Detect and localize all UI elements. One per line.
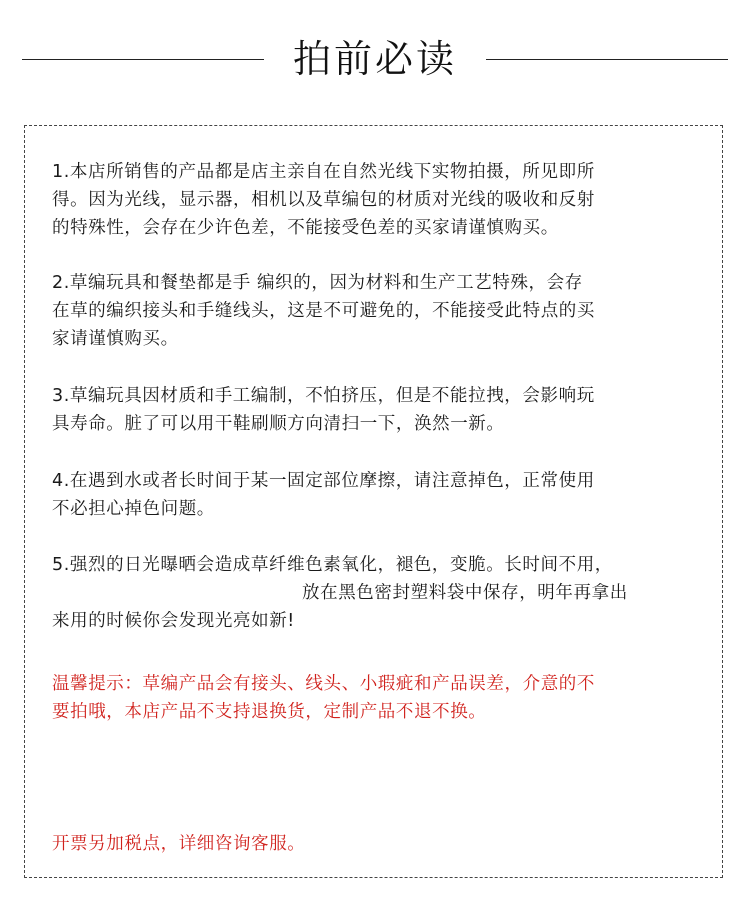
notice-box	[24, 125, 723, 878]
notice-line: 具寿命。脏了可以用干鞋刷顺方向清扫一下，涣然一新。	[52, 414, 505, 434]
notice-line: 在草的编织接头和手缝线头，这是不可避免的，不能接受此特点的买	[52, 301, 595, 321]
notice-line: 来用的时候你会发现光亮如新!	[52, 611, 295, 631]
notice-line: 放在黑色密封塑料袋中保存，明年再拿出	[302, 583, 628, 603]
notice-line: 1.本店所销售的产品都是店主亲自在自然光线下实物拍摄，所见即所	[52, 162, 595, 182]
page-header	[0, 30, 750, 90]
notice-item-3	[52, 382, 702, 438]
warm-tip-line: 要拍哦，本店产品不支持退换货，定制产品不退不换。	[52, 702, 487, 722]
notice-line: 4.在遇到水或者长时间于某一固定部位摩擦，请注意掉色，正常使用	[52, 471, 595, 491]
notice-line: 3.草编玩具因材质和手工编制，不怕挤压，但是不能拉拽，会影响玩	[52, 386, 595, 406]
notice-item-1	[52, 158, 702, 242]
notice-line: 的特殊性，会存在少许色差，不能接受色差的买家请谨慎购买。	[52, 218, 559, 238]
notice-line: 不必担心掉色问题。	[52, 499, 215, 519]
invoice-note	[52, 830, 702, 858]
notice-line: 2.草编玩具和餐垫都是手 编织的，因为材料和生产工艺特殊，会存	[52, 273, 583, 293]
notice-item-5	[52, 551, 702, 635]
notice-line: 得。因为光线，显示器，相机以及草编包的材质对光线的吸收和反射	[52, 190, 595, 210]
notice-line: 5.强烈的日光曝晒会造成草纤维色素氧化，褪色，变脆。长时间不用，	[52, 555, 613, 575]
header-divider-right	[486, 59, 728, 60]
invoice-note-text: 开票另加税点，详细咨询客服。	[52, 834, 306, 854]
notice-item-2	[52, 269, 702, 353]
notice-line: 家请谨慎购买。	[52, 329, 179, 349]
warm-tip	[52, 670, 702, 726]
warm-tip-line: 温馨提示：草编产品会有接头、线头、小瑕疵和产品误差，介意的不	[52, 674, 595, 694]
notice-item-4	[52, 467, 702, 523]
page-title: 拍前必读	[292, 37, 457, 81]
header-divider-left	[22, 59, 264, 60]
